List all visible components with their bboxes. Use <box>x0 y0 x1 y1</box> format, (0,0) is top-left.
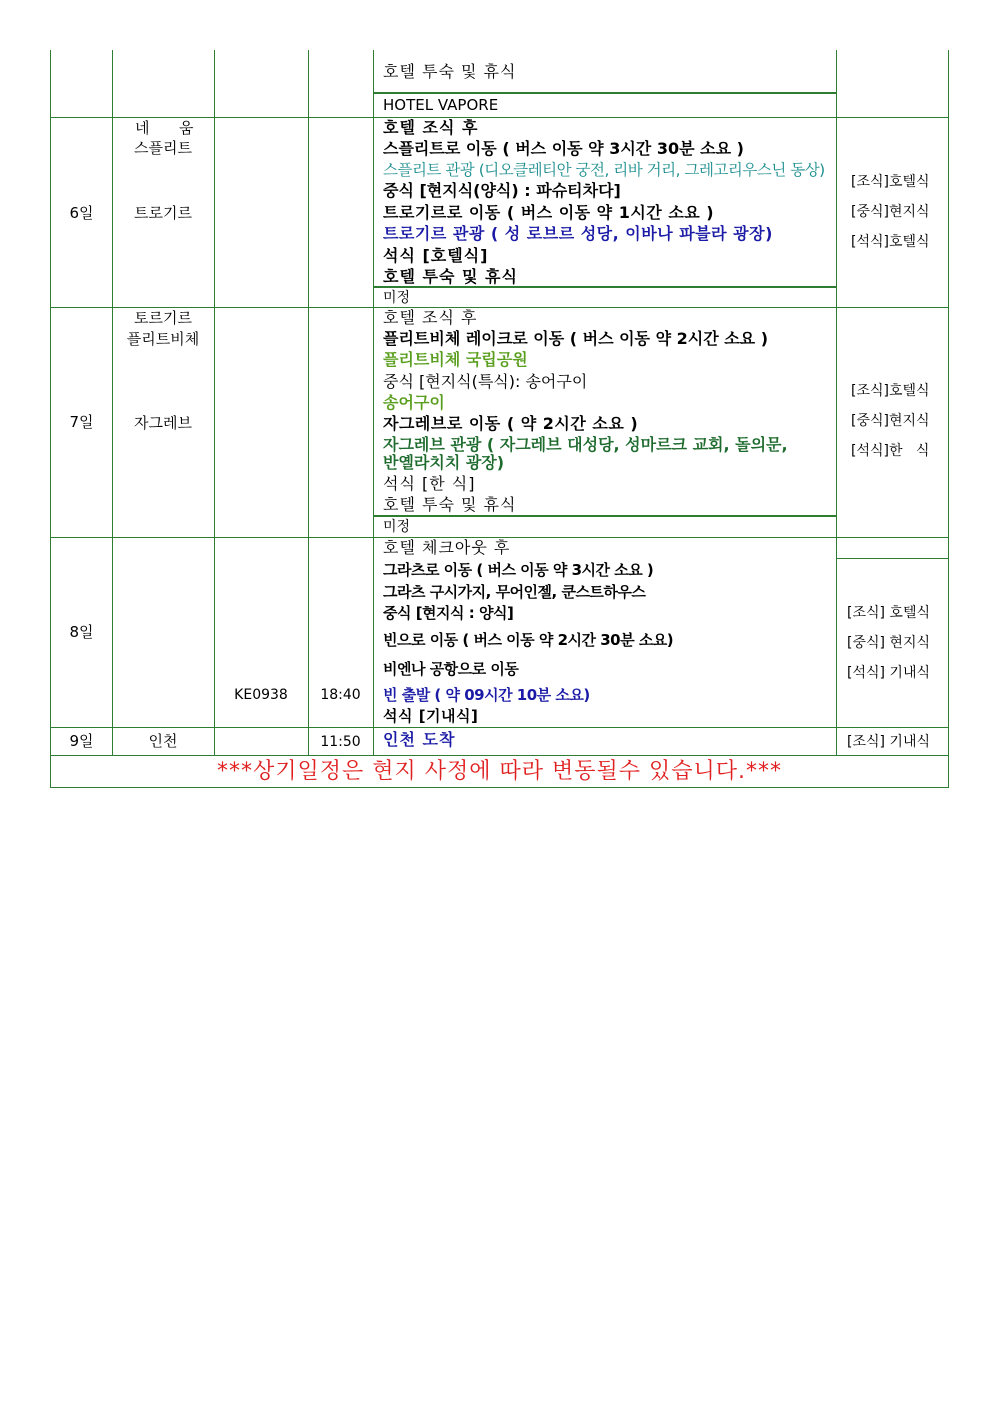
schedule-line: 중식 [현지식 : 양식] <box>383 604 514 622</box>
schedule-line: 호텔 투숙 및 휴식 <box>383 62 517 81</box>
column-divider <box>836 538 837 727</box>
itinerary-table <box>50 50 949 788</box>
schedule-line: 호텔 조식 후 <box>383 308 478 327</box>
meal-label: [석식]호텔식 <box>851 234 930 250</box>
schedule-line: 플리트비체 국립공원 <box>383 350 528 369</box>
schedule-line: 반옐라치치 광장) <box>383 453 505 472</box>
city-label: 네 <box>135 119 150 137</box>
schedule-line: 빈 출발 ( 약 09시간 10분 소요) <box>383 686 590 704</box>
schedule-line: 트로기르 관광 ( 성 로브르 성당, 이바나 파블라 광장) <box>383 224 773 243</box>
meal-label: [석식] 기내식 <box>847 665 930 681</box>
cell-divider <box>373 92 836 94</box>
column-divider <box>836 118 837 307</box>
hotel-name: HOTEL VAPORE <box>383 96 499 114</box>
city-label: 플리트비체 <box>126 330 200 348</box>
schedule-line: 자그레브로 이동 ( 약 2시간 소요 ) <box>383 414 639 433</box>
schedule-line: 그라츠 구시가지, 무어인젤, 쿤스트하우스 <box>383 583 646 601</box>
schedule-line: 석식 [한 식] <box>383 474 476 493</box>
meal-label: [조식] 기내식 <box>847 734 930 750</box>
schedule-line: 자그레브 관광 ( 자그레브 대성당, 성마르크 교회, 돌의문, <box>383 435 788 454</box>
schedule-line: 플리트비체 레이크로 이동 ( 버스 이동 약 2시간 소요 ) <box>383 329 769 348</box>
departure-time: 18:40 <box>320 687 361 703</box>
hotel-name: 미정 <box>383 290 411 306</box>
hotel-name: 미정 <box>383 519 411 535</box>
schedule-line: 비엔나 공항으로 이동 <box>383 660 519 678</box>
column-divider <box>112 538 113 727</box>
column-divider <box>836 308 837 537</box>
column-divider <box>214 50 215 117</box>
column-divider <box>214 728 215 755</box>
column-divider <box>214 118 215 307</box>
schedule-line: 석식 [기내식] <box>383 707 479 725</box>
city-label: 자그레브 <box>134 414 192 432</box>
city-label: 스플리트 <box>134 139 192 157</box>
schedule-line: 중식 [현지식(특식): 송어구이 <box>383 372 588 391</box>
column-divider <box>836 728 837 755</box>
day-label: 9일 <box>69 732 94 750</box>
arrival-time: 11:50 <box>320 734 361 750</box>
column-divider <box>308 118 309 307</box>
schedule-line: 그라츠로 이동 ( 버스 이동 약 3시간 소요 ) <box>383 561 654 579</box>
table-row-day9 <box>51 727 948 755</box>
schedule-line: 빈으로 이동 ( 버스 이동 약 2시간 30분 소요) <box>383 631 674 649</box>
schedule-line: 호텔 투숙 및 휴식 <box>383 495 517 514</box>
meal-label: [중식]현지식 <box>851 204 930 220</box>
column-divider <box>214 308 215 537</box>
meal-label: [중식] 현지식 <box>847 635 930 651</box>
meal-label: [조식]호텔식 <box>851 383 930 399</box>
schedule-line: 호텔 투숙 및 휴식 <box>383 267 518 286</box>
day-label: 8일 <box>69 623 94 641</box>
column-divider <box>112 50 113 117</box>
column-divider <box>373 118 374 307</box>
city-label: 움 <box>179 119 194 137</box>
meal-label: [중식]현지식 <box>851 413 930 429</box>
column-divider <box>373 308 374 537</box>
schedule-line: 석식 [호텔식] <box>383 246 489 265</box>
meal-label: [조식]호텔식 <box>851 174 930 190</box>
meal-label: [석식]한 식 <box>851 443 930 459</box>
day-label: 7일 <box>69 413 94 431</box>
column-divider <box>373 728 374 755</box>
schedule-line: 스플리트 관광 (디오클레티안 궁전, 리바 거리, 그레고리우스닌 동상) <box>383 161 825 179</box>
cell-divider <box>373 515 836 517</box>
schedule-line: 호텔 조식 후 <box>383 118 479 137</box>
table-row-day6 <box>51 117 948 307</box>
schedule-line: 스플리트로 이동 ( 버스 이동 약 3시간 30분 소요 ) <box>383 139 744 158</box>
notice-text: ***상기일정은 현지 사정에 따라 변동될수 있습니다.*** <box>216 759 782 784</box>
column-divider <box>308 308 309 537</box>
column-divider <box>373 50 374 117</box>
schedule-line: 인천 도착 <box>383 730 456 749</box>
cell-divider <box>836 558 948 559</box>
table-row-day8 <box>51 537 948 727</box>
schedule-line: 호텔 체크아웃 후 <box>383 538 511 557</box>
flight-number: KE0938 <box>234 687 288 703</box>
city-label: 토르기르 <box>134 309 192 327</box>
column-divider <box>836 50 837 117</box>
schedule-line: 트로기르로 이동 ( 버스 이동 약 1시간 소요 ) <box>383 203 715 222</box>
day-label: 6일 <box>69 204 94 222</box>
city-label: 인천 <box>148 732 178 750</box>
meal-label: [조식] 호텔식 <box>847 605 930 621</box>
column-divider <box>373 538 374 727</box>
notice-row <box>51 755 948 787</box>
city-label: 트로기르 <box>134 204 192 222</box>
table-row <box>51 50 948 117</box>
schedule-line: 송어구이 <box>383 393 445 412</box>
table-row-day7 <box>51 307 948 537</box>
schedule-line: 중식 [현지식(양식) : 파슈티차다] <box>383 181 621 200</box>
column-divider <box>308 50 309 117</box>
